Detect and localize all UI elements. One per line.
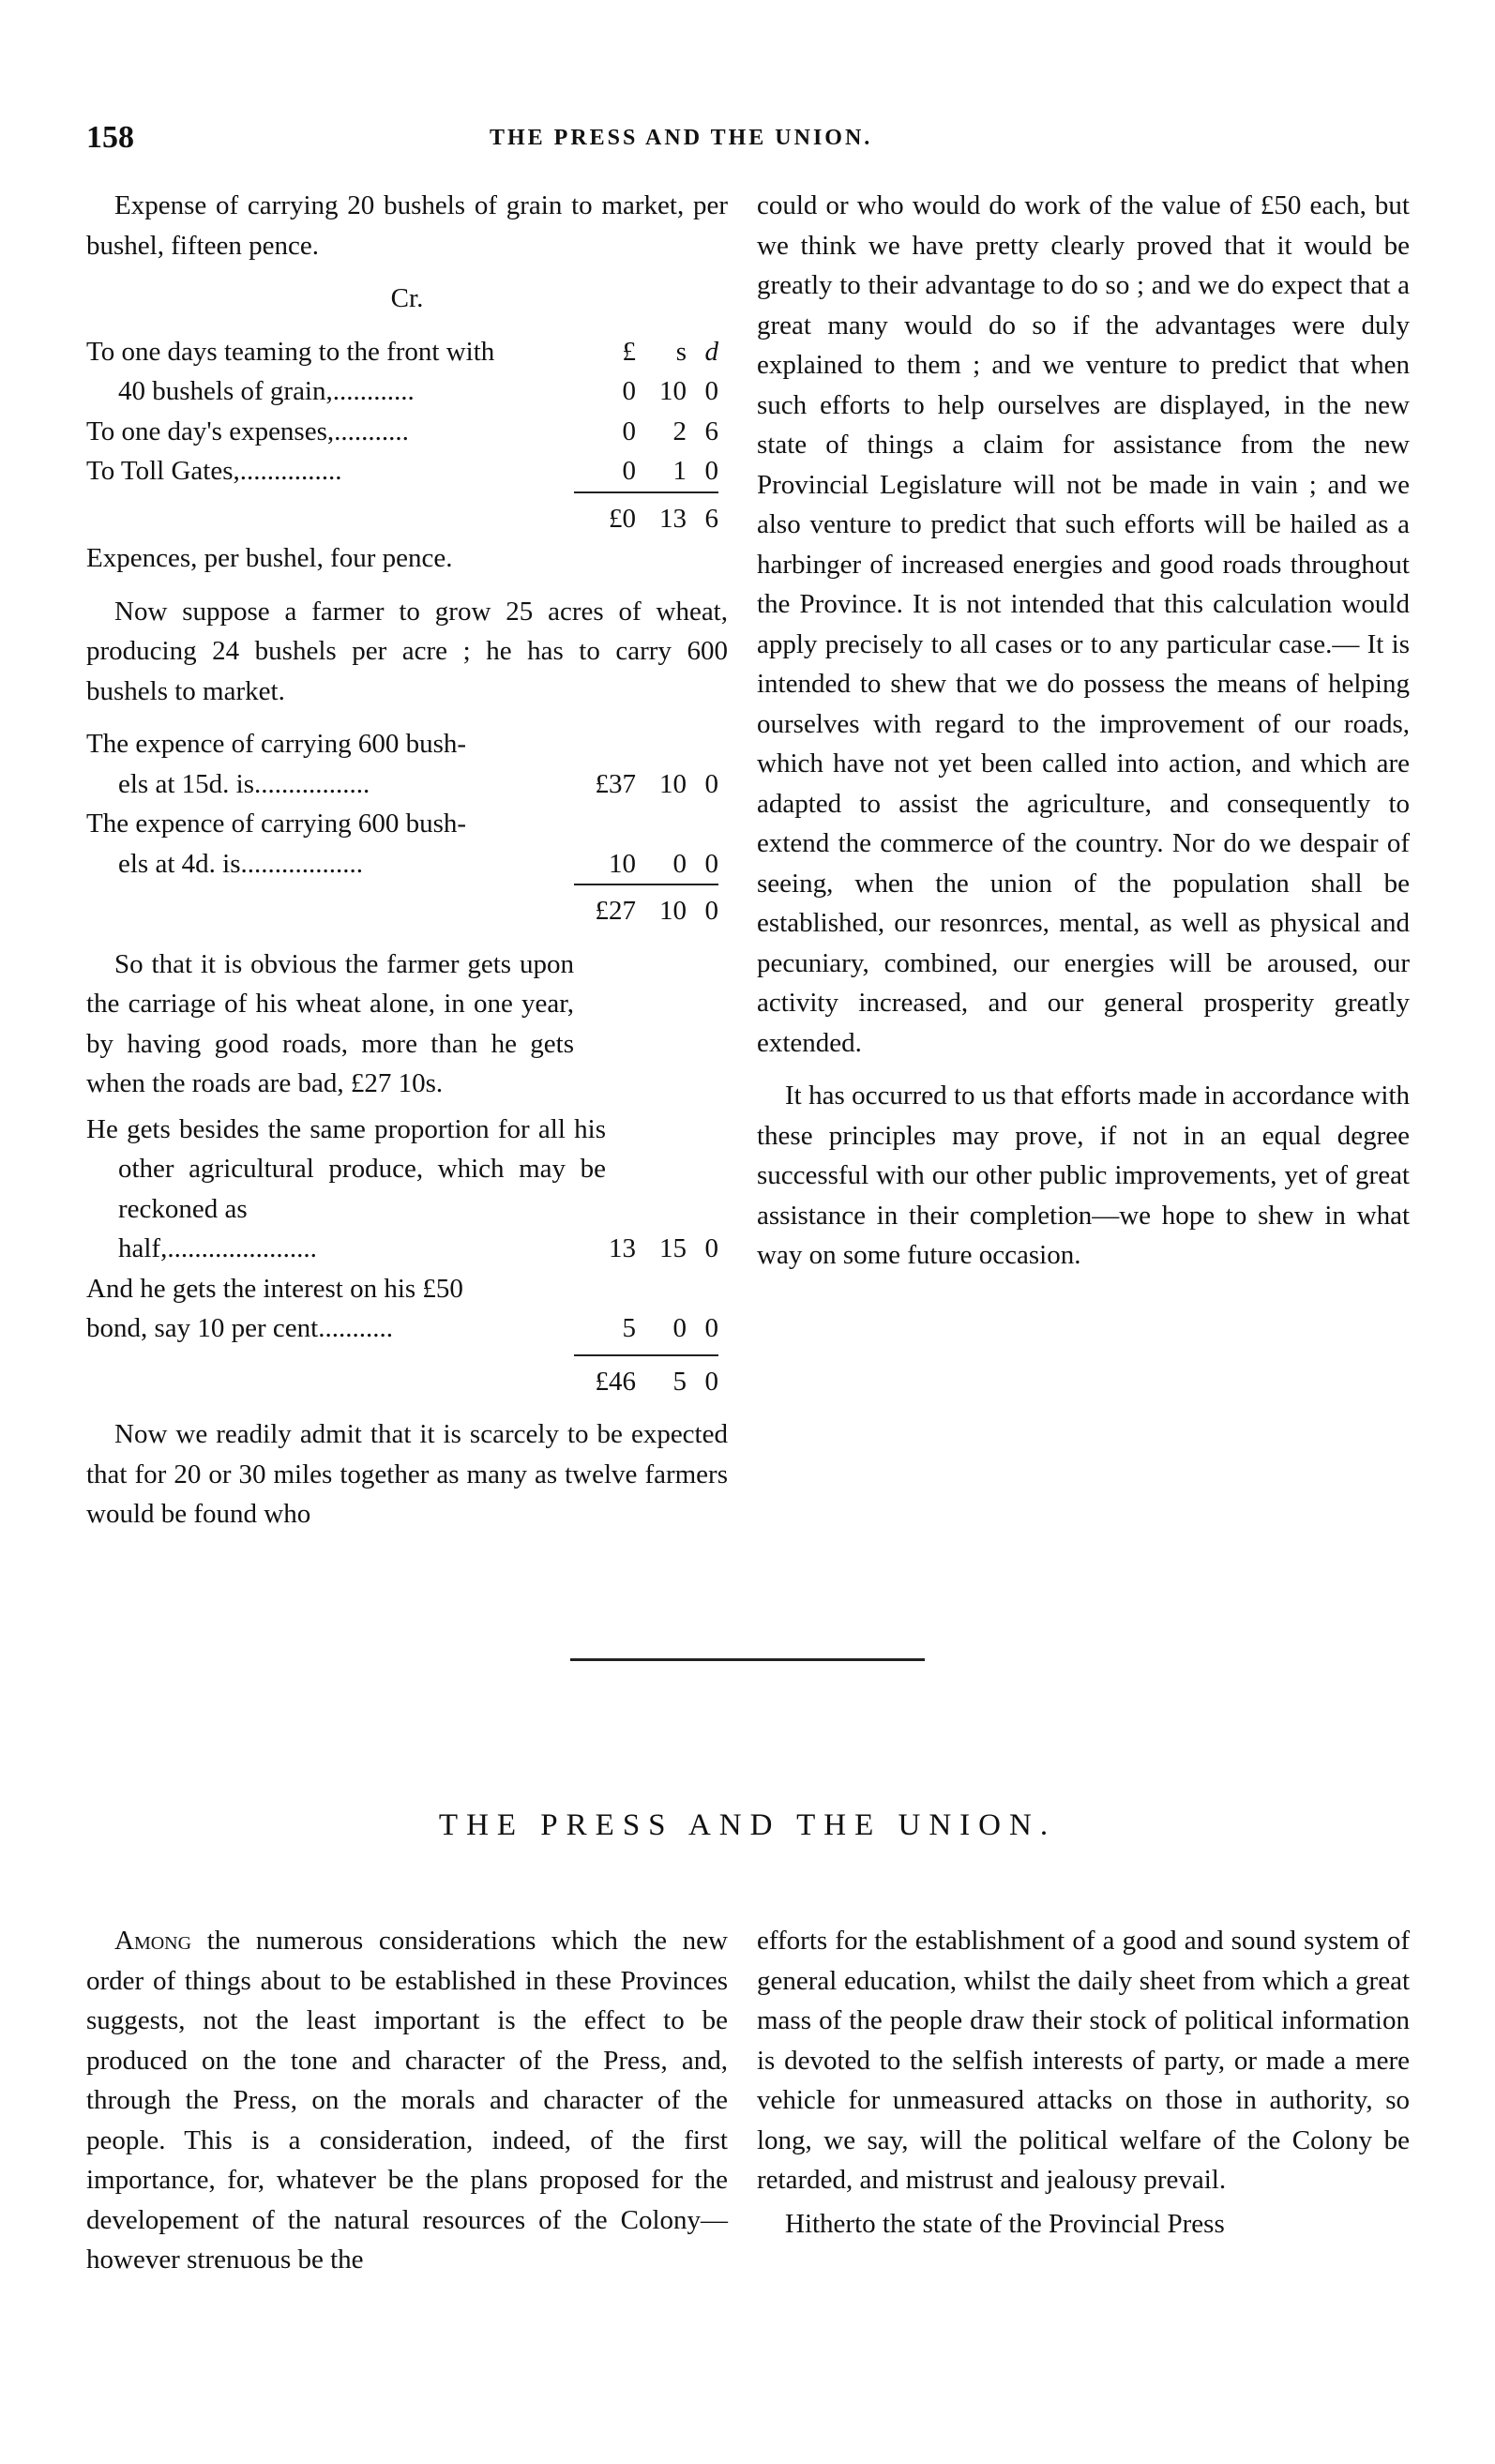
sum-rule xyxy=(574,491,718,493)
account-row: And he gets the interest on his £50 xyxy=(86,1273,463,1304)
account-row: To one day's expenses,........... 0 2 6 xyxy=(86,416,718,446)
section-right-column xyxy=(757,1921,1410,2244)
right-paragraph-1: could or who would do work of the value of £50 each, but we think we have pretty clearly proved that it would be greatly to their advantage to do so ; and we do expect that a great many would do so if the advantages were duly explained to them ; and we venture to predict that when such efforts to help ourselves are displayed, in the new state of things a claim for assistance from the new Provincial Legislature will not be made in vain ; and we also venture to predict that such efforts will be hailed as a harbinger of increased energies and good roads throughout the Province. It is not intended that this calculation would apply precisely to all cases or to any particular case.— It is intended to shew that we do possess the means of helping ourselves with regard to the improvement of our roads, which have not yet been called into action, and which are adapted to assist the agriculture, and consequently to extend the commerce of the country. Nor do we despair of seeing, when the union of the population shall be established, our resonrces, mental, as well as physical and pecuniary, combined, our energies will be aroused, our activity increased, and our general prosperity greatly extended. xyxy=(757,190,1410,1058)
page-number: 158 xyxy=(86,120,134,155)
left-column xyxy=(86,186,728,1534)
account-table-2 xyxy=(86,724,728,931)
account-row: half,...................... 13 15 0 xyxy=(118,1233,718,1263)
obvious-paragraph: So that it is obvious the farmer gets upon the carriage of his wheat alone, in one year, by having good roads, more than he gets when the roads are bad, £27 10s. xyxy=(86,948,574,1098)
sum-rule xyxy=(574,1354,718,1356)
section-right-paragraph-1: efforts for the establishment of a good and sound system of general education, whilst the daily sheet from which a great mass of the people draw their stock of political information is devoted to the selfish interests of party, or made a mere vehicle for unmeasured attacks on those in authority, so long, we say, will the political welfare of the Colony be retarded, and mistrust and jealousy prevail. xyxy=(757,1926,1410,2195)
account-row: els at 15d. is................. £37 10 0 xyxy=(118,768,718,799)
account-row: To Toll Gates,............... 0 1 0 xyxy=(86,456,718,486)
page-header xyxy=(86,120,1439,158)
account-table-3 xyxy=(86,1110,728,1402)
section-divider xyxy=(570,1658,925,1661)
section-left-column xyxy=(86,1921,728,2280)
account-total: £27 10 0 xyxy=(595,896,718,926)
account-row: els at 4d. is.................. 10 0 0 xyxy=(118,848,718,879)
account-total: £46 5 0 xyxy=(595,1366,718,1397)
suppose-paragraph: Now suppose a farmer to grow 25 acres of wheat, producing 24 bushels per acre ; he has to carry 600 bushels to market. xyxy=(86,596,728,706)
account-row: The expence of carrying 600 bush- xyxy=(86,809,467,839)
account-row: To one days teaming to the front with £ s d xyxy=(86,336,718,367)
account-total: £0 13 6 xyxy=(609,503,718,534)
intro-paragraph: Expense of carrying 20 bushels of grain to market, per bushel, fifteen pence. xyxy=(86,190,728,261)
section-left-paragraph: Among the numerous considerations which the new order of things about to be established in these Provinces suggests, not the least important is the effect to be produced on the tone and character of the Press, and, through the Press, on the morals and character of the people. This is a consideration, indeed, of the first importance, for, whatever be the plans proposed for the developement of the natural resources of the Colony—however strenuous be the xyxy=(86,1926,728,2275)
section-right-paragraph-2: Hitherto the state of the Provincial Press xyxy=(785,2208,1225,2239)
running-title: THE PRESS AND THE UNION. xyxy=(490,126,873,150)
section-title: THE PRESS AND THE UNION. xyxy=(438,1808,1057,1842)
expences-line: Expences, per bushel, four pence. xyxy=(86,543,453,573)
right-paragraph-2: It has occurred to us that efforts made in accordance with these principles may prove, if not in an equal degree successful with our other public improvements, yet of great assistance in their completion—we hope to shew in what way on some future occasion. xyxy=(757,1081,1410,1270)
account-row: 40 bushels of grain,............ 0 10 0 xyxy=(118,376,718,406)
account-row: bond, say 10 per cent........... 5 0 0 xyxy=(86,1313,718,1343)
cr-heading: Cr. xyxy=(390,283,424,313)
right-column xyxy=(757,186,1410,1276)
sum-rule xyxy=(574,884,718,885)
account-row: The expence of carrying 600 bush- xyxy=(86,729,467,759)
account-table-1 xyxy=(86,332,728,539)
besides-paragraph: He gets besides the same proportion for all his other agricultural produce, which may be reckoned as xyxy=(86,1113,606,1224)
drop-word: Among xyxy=(114,1926,192,1956)
closing-paragraph: Now we readily admit that it is scarcely to be expected that for 20 or 30 miles together as many as twelve farmers would be found who xyxy=(86,1419,728,1529)
